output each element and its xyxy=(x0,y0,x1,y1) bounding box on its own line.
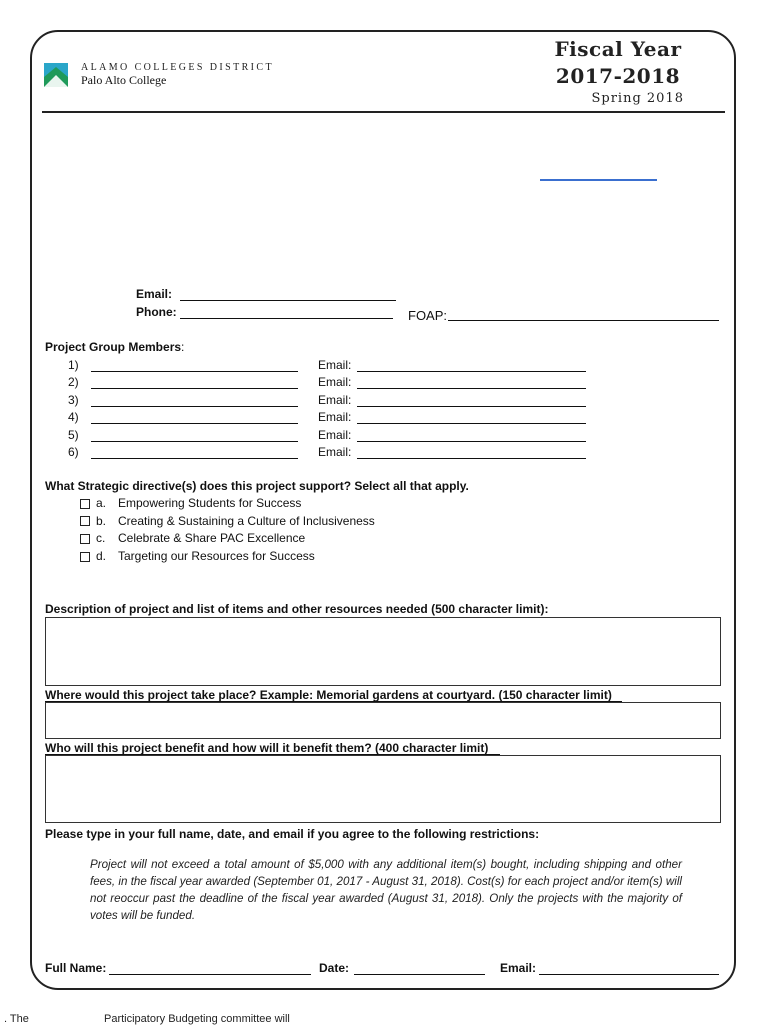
checkbox-icon[interactable] xyxy=(80,534,90,544)
contact-email-label: Email: xyxy=(136,287,173,301)
foap-label: FOAP: xyxy=(408,308,448,323)
directive-letter: b. xyxy=(96,513,107,528)
fiscal-year-title xyxy=(538,36,698,90)
member-email-label: Email: xyxy=(318,392,352,407)
fiscal-year-range: 2017-2018 xyxy=(555,64,681,88)
member-email-label: Email: xyxy=(318,410,352,425)
benefit-question: Who will this project benefit and how will it benefit them? (400 character limit) xyxy=(45,741,489,755)
member-number: 3) xyxy=(68,392,79,407)
member-email-field[interactable] xyxy=(357,441,586,442)
signature-email-field[interactable] xyxy=(539,974,719,975)
member-email-field[interactable] xyxy=(357,406,586,407)
member-number: 1) xyxy=(68,358,79,372)
contact-email-field[interactable] xyxy=(180,300,396,301)
foap-field[interactable] xyxy=(448,320,719,321)
term-label: Spring 2018 xyxy=(591,91,684,106)
member-email-label: Email: xyxy=(318,427,352,442)
directive-option[interactable] xyxy=(80,514,375,528)
member-number: 4) xyxy=(68,410,79,425)
fiscal-year-label: Fiscal Year xyxy=(554,37,682,61)
checkbox-icon[interactable] xyxy=(80,516,90,526)
member-number: 2) xyxy=(68,375,79,390)
member-number: 6) xyxy=(68,445,79,459)
member-name-field[interactable] xyxy=(91,441,298,442)
agreement-instruction: Please type in your full name, date, and email if you agree to the following restrictions: xyxy=(45,827,540,841)
member-name-field[interactable] xyxy=(91,423,298,424)
link-underline[interactable] xyxy=(540,179,657,181)
date-field[interactable] xyxy=(354,974,485,975)
directive-letter: c. xyxy=(96,531,106,546)
directive-option[interactable] xyxy=(80,496,301,510)
restrictions-text: Project will not exceed a total amount of $5,000 with any additional item(s) bought, including shipping and other fees, in the fiscal year awarded (September 01, 2017 - August 31, 2018). Cost(s) for each project and/or item(s) will not reoccur past the deadline of the fiscal year awarded (August 31, 2018). Only the projects with the majority of votes will be funded. xyxy=(90,858,682,922)
members-heading xyxy=(45,340,184,354)
college-name: Palo Alto College xyxy=(81,73,167,87)
location-textarea[interactable] xyxy=(45,702,721,739)
checkbox-icon[interactable] xyxy=(80,499,90,509)
directive-option[interactable] xyxy=(80,531,305,545)
contact-phone-label: Phone: xyxy=(136,305,177,319)
members-heading-text: Project Group Members xyxy=(45,340,182,354)
contact-phone-field[interactable] xyxy=(180,318,393,319)
college-logo-icon xyxy=(44,63,68,87)
members-heading-colon: : xyxy=(181,340,185,354)
directive-label: Creating & Sustaining a Culture of Inclusiveness xyxy=(118,513,375,528)
date-label: Date: xyxy=(319,961,350,975)
benefit-textarea[interactable] xyxy=(45,755,721,823)
header-divider xyxy=(42,111,725,113)
full-name-label: Full Name: xyxy=(45,961,107,975)
directives-question: What Strategic directive(s) does this project support? Select all that apply. xyxy=(45,479,469,493)
directive-label: Targeting our Resources for Success xyxy=(118,548,315,563)
member-email-label: Email: xyxy=(318,358,352,372)
member-name-field[interactable] xyxy=(91,458,298,459)
directive-label: Empowering Students for Success xyxy=(118,496,302,510)
member-name-field[interactable] xyxy=(91,371,298,372)
directive-option[interactable] xyxy=(80,549,315,563)
member-email-field[interactable] xyxy=(357,388,586,389)
directive-letter: a. xyxy=(96,496,107,510)
member-number: 5) xyxy=(68,427,79,442)
directive-label: Celebrate & Share PAC Excellence xyxy=(118,531,306,546)
member-email-label: Email: xyxy=(318,375,352,390)
member-name-field[interactable] xyxy=(91,388,298,389)
location-question: Where would this project take place? Example: Memorial gardens at courtyard. (150 character limit) xyxy=(45,688,612,702)
member-email-field[interactable] xyxy=(357,458,586,459)
form-border xyxy=(30,30,736,990)
checkbox-icon[interactable] xyxy=(80,552,90,562)
description-question: Description of project and list of items and other resources needed (500 character limit): xyxy=(45,602,549,616)
member-email-field[interactable] xyxy=(357,371,586,372)
footer-fragment-left: . The xyxy=(4,1013,29,1025)
member-email-label: Email: xyxy=(318,445,352,459)
district-name: ALAMO COLLEGES DISTRICT xyxy=(81,62,274,73)
description-textarea[interactable] xyxy=(45,617,721,686)
footer-fragment-right: Participatory Budgeting committee will xyxy=(104,1013,290,1025)
member-email-field[interactable] xyxy=(357,423,586,424)
full-name-field[interactable] xyxy=(109,974,311,975)
signature-email-label: Email: xyxy=(500,961,537,975)
member-name-field[interactable] xyxy=(91,406,298,407)
directive-letter: d. xyxy=(96,548,107,563)
